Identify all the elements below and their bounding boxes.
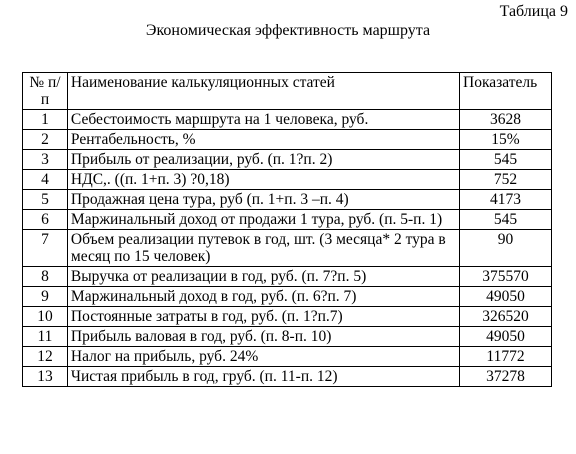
table-label: Таблица 9 [499,3,568,20]
header-value: Показатель [460,73,552,110]
row-value: 4173 [460,190,552,210]
row-value: 3628 [460,110,552,130]
row-value: 15% [460,130,552,150]
row-name: НДС,. ((п. 1+п. 3) ?0,18) [67,170,459,190]
row-value: 752 [460,170,552,190]
document-title: Экономическая эффективность маршрута [145,22,431,39]
row-num: 4 [23,170,68,190]
table-row [23,267,552,287]
row-name: Налог на прибыль, руб. 24% [67,347,459,367]
header-name: Наименование калькуляционных статей [67,73,459,110]
row-num: 1 [23,110,68,130]
row-value: 49050 [460,327,552,347]
row-num: 11 [23,327,68,347]
table-row [23,230,552,267]
row-name: Чистая прибыль в год, груб. (п. 11-п. 12) [67,367,459,387]
row-num: 10 [23,307,68,327]
table-row [23,170,552,190]
row-name: Себестоимость маршрута на 1 человека, руб. [67,110,459,130]
table-row [23,130,552,150]
row-value: 326520 [460,307,552,327]
table-row [23,367,552,387]
row-num: 12 [23,347,68,367]
row-name: Прибыль от реализации, руб. (п. 1?п. 2) [67,150,459,170]
table-row [23,210,552,230]
row-value: 545 [460,150,552,170]
table-row [23,110,552,130]
row-value: 11772 [460,347,552,367]
row-name: Постоянные затраты в год, руб. (п. 1?п.7) [67,307,459,327]
table-header-row [23,73,552,110]
row-value: 49050 [460,287,552,307]
row-name: Маржинальный доход в год, руб. (п. 6?п. 7) [67,287,459,307]
row-name: Рентабельность, % [67,130,459,150]
row-num: 13 [23,367,68,387]
row-num: 7 [23,230,68,267]
row-num: 9 [23,287,68,307]
row-value: 375570 [460,267,552,287]
row-value: 545 [460,210,552,230]
row-name: Прибыль валовая в год, руб. (п. 8-п. 10) [67,327,459,347]
row-name: Объем реализации путевок в год, шт. (3 месяца* 2 тура в месяц по 15 человек) [67,230,459,267]
row-name: Выручка от реализации в год, руб. (п. 7?п. 5) [67,267,459,287]
header-num: № п/п [23,73,68,110]
row-name: Продажная цена тура, руб (п. 1+п. 3 –п. 4) [67,190,459,210]
row-num: 2 [23,130,68,150]
table-row [23,347,552,367]
table-row [23,150,552,170]
table-row [23,307,552,327]
efficiency-table [22,72,552,387]
row-name: Маржинальный доход от продажи 1 тура, руб. (п. 5-п. 1) [67,210,459,230]
row-num: 3 [23,150,68,170]
table-row [23,287,552,307]
table-row [23,190,552,210]
row-num: 8 [23,267,68,287]
row-num: 5 [23,190,68,210]
row-value: 37278 [460,367,552,387]
row-num: 6 [23,210,68,230]
table-row [23,327,552,347]
row-value: 90 [460,230,552,267]
